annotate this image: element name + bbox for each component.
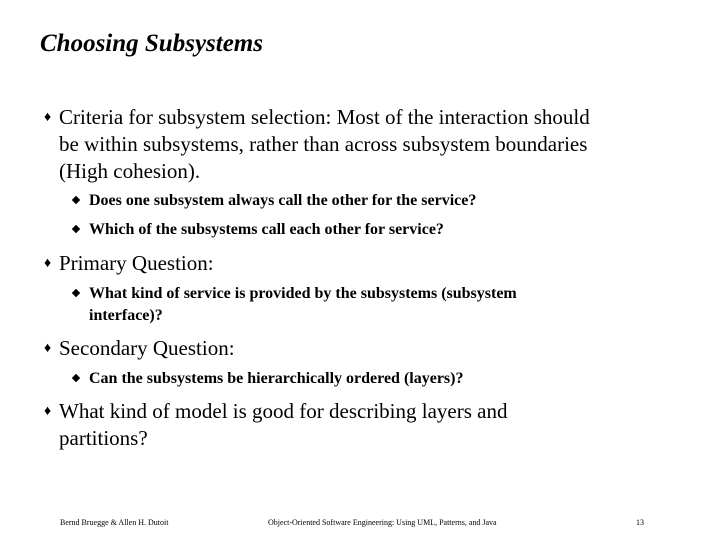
filled-diamond-bullet-icon xyxy=(72,196,80,204)
sub-bullet-text: Does one subsystem always call the other for the service? xyxy=(89,192,477,209)
filled-diamond-bullet-icon xyxy=(72,289,80,297)
bullet-text: Primary Question: xyxy=(59,251,214,275)
footer-page-number: 13 xyxy=(636,518,644,527)
footer-book-title: Object-Oriented Software Engineering: Using UML, Patterns, and Java xyxy=(268,518,497,527)
diamond-bullet-icon: ♦ xyxy=(44,110,52,125)
filled-diamond-bullet-icon xyxy=(72,374,80,382)
diamond-bullet-icon: ♦ xyxy=(44,404,52,419)
sub-bullet-text: Which of the subsystems call each other for service? xyxy=(89,221,444,238)
footer-authors: Bernd Bruegge & Allen H. Dutoit xyxy=(60,518,169,527)
diamond-bullet-icon: ♦ xyxy=(44,256,52,271)
sub-bullet-text: What kind of service is provided by the subsystems (subsystem interface)? xyxy=(89,285,517,324)
diamond-bullet-icon: ♦ xyxy=(44,341,52,356)
sub-bullet-text: Can the subsystems be hierarchically ordered (layers)? xyxy=(89,370,464,387)
bullet-text: What kind of model is good for describing layers and partitions? xyxy=(59,399,508,450)
bullet-text: Secondary Question: xyxy=(59,336,235,360)
filled-diamond-bullet-icon xyxy=(72,225,80,233)
bullet-text: Criteria for subsystem selection: Most of the interaction should be within subsystems, rather than across subsystem boundaries (High cohesion). xyxy=(59,105,590,183)
slide-title: Choosing Subsystems xyxy=(40,30,263,57)
